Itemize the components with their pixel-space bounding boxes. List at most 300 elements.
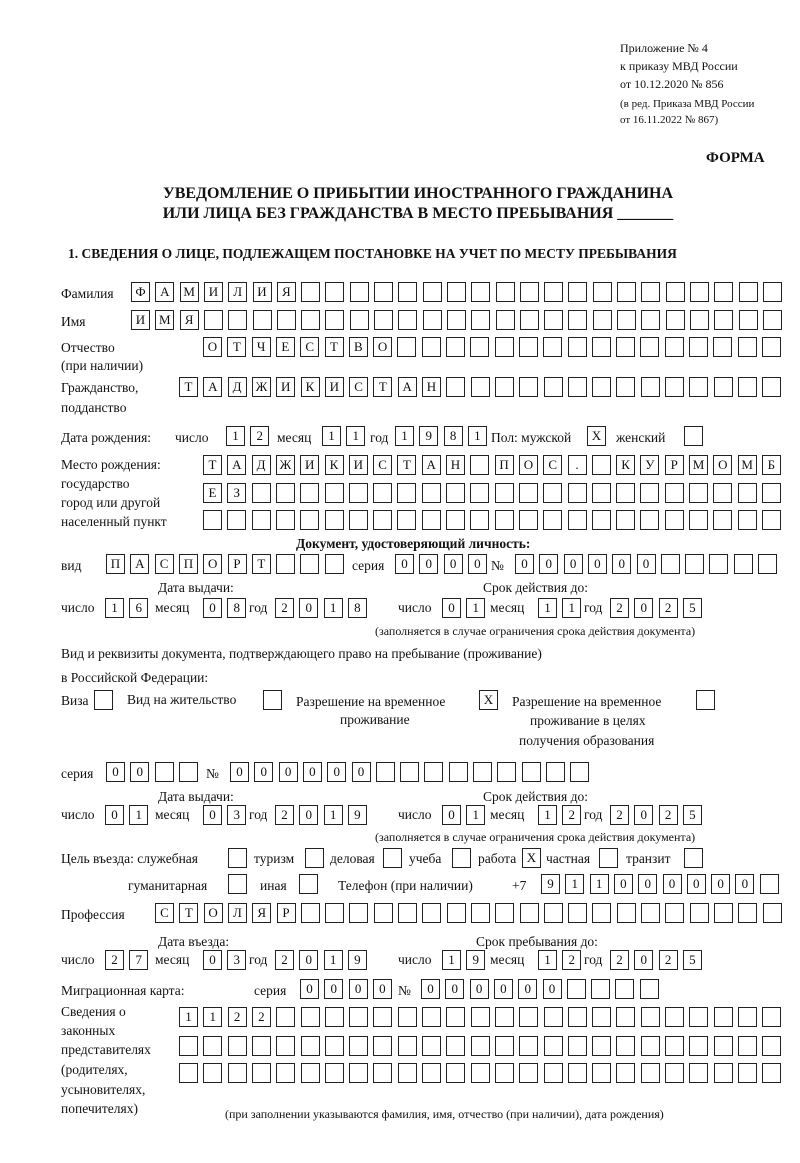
field-reps-1-cell[interactable] bbox=[446, 1007, 465, 1027]
field-birthplace-2-cell[interactable] bbox=[616, 483, 635, 503]
field-birthplace-3-cell[interactable] bbox=[397, 510, 416, 530]
field-stay-until-day-cell[interactable]: 1 bbox=[442, 950, 461, 970]
field-patronymic-cell[interactable] bbox=[689, 337, 708, 357]
field-name-cell[interactable] bbox=[763, 310, 782, 330]
field-reps-2-cell[interactable] bbox=[616, 1036, 635, 1056]
field-stay-issue-day-cell[interactable]: 0 bbox=[105, 805, 124, 825]
field-trp-edu-cell[interactable] bbox=[696, 690, 715, 710]
field-patronymic-cell[interactable]: Т bbox=[227, 337, 246, 357]
field-birthplace-2-cell[interactable] bbox=[446, 483, 465, 503]
field-phone-cell[interactable]: 9 bbox=[541, 874, 560, 894]
field-citizenship-cell[interactable] bbox=[446, 377, 465, 397]
field-stay-until-day-cell[interactable]: 9 bbox=[466, 950, 485, 970]
field-stay-until-year-cell[interactable]: 2 bbox=[659, 950, 678, 970]
field-reps-2-cell[interactable] bbox=[325, 1036, 344, 1056]
field-birthplace-3-cell[interactable] bbox=[762, 510, 781, 530]
field-birthplace-3-cell[interactable] bbox=[738, 510, 757, 530]
field-citizenship-cell[interactable] bbox=[738, 377, 757, 397]
field-purpose-tourism-cell[interactable] bbox=[305, 848, 324, 868]
field-reps-3-cell[interactable] bbox=[665, 1063, 684, 1083]
field-birthplace-2-cell[interactable] bbox=[495, 483, 514, 503]
field-stay-valid-day-cell[interactable]: 1 bbox=[466, 805, 485, 825]
field-reps-2-cell[interactable] bbox=[276, 1036, 295, 1056]
field-name-cell[interactable]: М bbox=[155, 310, 174, 330]
field-migration-number-cell[interactable] bbox=[567, 979, 586, 999]
field-profession-cell[interactable] bbox=[374, 903, 393, 923]
field-birthplace-2-cell[interactable] bbox=[325, 483, 344, 503]
field-reps-1-cell[interactable] bbox=[349, 1007, 368, 1027]
field-citizenship-cell[interactable]: К bbox=[301, 377, 320, 397]
field-profession-cell[interactable]: О bbox=[204, 903, 223, 923]
field-birthplace-2-cell[interactable] bbox=[300, 483, 319, 503]
field-reps-3-cell[interactable] bbox=[641, 1063, 660, 1083]
field-doc-number-cell[interactable]: 0 bbox=[539, 554, 558, 574]
field-birthplace-3-cell[interactable] bbox=[203, 510, 222, 530]
field-phone-cell[interactable]: 1 bbox=[590, 874, 609, 894]
field-patronymic-cell[interactable] bbox=[640, 337, 659, 357]
field-patronymic-cell[interactable] bbox=[713, 337, 732, 357]
field-reps-2-cell[interactable] bbox=[252, 1036, 271, 1056]
field-birthplace-3-cell[interactable] bbox=[422, 510, 441, 530]
field-doc-valid-year-cell[interactable]: 2 bbox=[659, 598, 678, 618]
field-migration-number-cell[interactable] bbox=[640, 979, 659, 999]
field-profession-cell[interactable] bbox=[301, 903, 320, 923]
field-doc-kind-cell[interactable]: П bbox=[179, 554, 198, 574]
field-stay-number-cell[interactable]: 0 bbox=[352, 762, 371, 782]
field-doc-number-cell[interactable] bbox=[661, 554, 680, 574]
field-patronymic-cell[interactable]: В bbox=[349, 337, 368, 357]
field-reps-3-cell[interactable] bbox=[203, 1063, 222, 1083]
field-patronymic-cell[interactable] bbox=[592, 337, 611, 357]
field-doc-issue-year-cell[interactable]: 8 bbox=[348, 598, 367, 618]
field-birthplace-1-cell[interactable]: Р bbox=[665, 455, 684, 475]
field-surname-cell[interactable] bbox=[739, 282, 758, 302]
field-reps-3-cell[interactable] bbox=[519, 1063, 538, 1083]
field-birthplace-2-cell[interactable] bbox=[543, 483, 562, 503]
field-birthplace-1-cell[interactable]: Т bbox=[397, 455, 416, 475]
field-birthplace-3-cell[interactable] bbox=[568, 510, 587, 530]
field-reps-1-cell[interactable] bbox=[325, 1007, 344, 1027]
field-name-cell[interactable] bbox=[228, 310, 247, 330]
field-stay-valid-year-cell[interactable]: 2 bbox=[659, 805, 678, 825]
field-reps-3-cell[interactable] bbox=[738, 1063, 757, 1083]
field-reps-3-cell[interactable] bbox=[714, 1063, 733, 1083]
field-stay-issue-year-cell[interactable]: 0 bbox=[299, 805, 318, 825]
field-reps-3-cell[interactable] bbox=[471, 1063, 490, 1083]
field-reps-2-cell[interactable] bbox=[568, 1036, 587, 1056]
field-reps-1-cell[interactable] bbox=[276, 1007, 295, 1027]
field-birthplace-3-cell[interactable] bbox=[665, 510, 684, 530]
field-doc-kind-cell[interactable]: Р bbox=[228, 554, 247, 574]
field-profession-cell[interactable] bbox=[617, 903, 636, 923]
field-birthplace-3-cell[interactable] bbox=[276, 510, 295, 530]
field-surname-cell[interactable] bbox=[471, 282, 490, 302]
field-name-cell[interactable] bbox=[617, 310, 636, 330]
field-doc-valid-year-cell[interactable]: 5 bbox=[683, 598, 702, 618]
field-surname-cell[interactable]: А bbox=[155, 282, 174, 302]
field-surname-cell[interactable] bbox=[374, 282, 393, 302]
field-migration-number-cell[interactable]: 0 bbox=[445, 979, 464, 999]
field-profession-cell[interactable] bbox=[520, 903, 539, 923]
field-birthplace-3-cell[interactable] bbox=[373, 510, 392, 530]
field-reps-3-cell[interactable] bbox=[276, 1063, 295, 1083]
field-profession-cell[interactable] bbox=[592, 903, 611, 923]
field-surname-cell[interactable]: Л bbox=[228, 282, 247, 302]
field-birthplace-3-cell[interactable] bbox=[470, 510, 489, 530]
field-profession-cell[interactable] bbox=[714, 903, 733, 923]
field-name-cell[interactable] bbox=[520, 310, 539, 330]
field-birthplace-2-cell[interactable] bbox=[665, 483, 684, 503]
field-reps-1-cell[interactable] bbox=[689, 1007, 708, 1027]
field-doc-kind-cell[interactable]: Т bbox=[252, 554, 271, 574]
field-birthplace-1-cell[interactable]: А bbox=[227, 455, 246, 475]
field-reps-3-cell[interactable] bbox=[301, 1063, 320, 1083]
field-reps-1-cell[interactable] bbox=[641, 1007, 660, 1027]
field-birthplace-1-cell[interactable]: Т bbox=[203, 455, 222, 475]
field-birthplace-1-cell[interactable]: С bbox=[543, 455, 562, 475]
field-doc-issue-month-cell[interactable]: 0 bbox=[203, 598, 222, 618]
field-stay-number-cell[interactable] bbox=[522, 762, 541, 782]
field-citizenship-cell[interactable]: С bbox=[349, 377, 368, 397]
field-citizenship-cell[interactable] bbox=[665, 377, 684, 397]
field-phone-cell[interactable]: 0 bbox=[711, 874, 730, 894]
field-name-cell[interactable] bbox=[714, 310, 733, 330]
field-birth-year-cell[interactable]: 8 bbox=[444, 426, 463, 446]
field-birthplace-1-cell[interactable]: Д bbox=[252, 455, 271, 475]
field-reps-2-cell[interactable] bbox=[665, 1036, 684, 1056]
field-name-cell[interactable] bbox=[301, 310, 320, 330]
field-patronymic-cell[interactable] bbox=[762, 337, 781, 357]
field-reps-1-cell[interactable] bbox=[471, 1007, 490, 1027]
field-name-cell[interactable] bbox=[666, 310, 685, 330]
field-birthplace-3-cell[interactable] bbox=[689, 510, 708, 530]
field-doc-series-cell[interactable]: 0 bbox=[395, 554, 414, 574]
field-name-cell[interactable] bbox=[374, 310, 393, 330]
field-reps-1-cell[interactable] bbox=[422, 1007, 441, 1027]
field-doc-series-cell[interactable]: 0 bbox=[468, 554, 487, 574]
field-citizenship-cell[interactable] bbox=[641, 377, 660, 397]
field-stay-valid-day-cell[interactable]: 0 bbox=[442, 805, 461, 825]
field-purpose-business-cell[interactable] bbox=[383, 848, 402, 868]
field-doc-number-cell[interactable] bbox=[734, 554, 753, 574]
field-surname-cell[interactable] bbox=[520, 282, 539, 302]
field-citizenship-cell[interactable]: Н bbox=[422, 377, 441, 397]
field-doc-number-cell[interactable]: 0 bbox=[515, 554, 534, 574]
field-birthplace-1-cell[interactable]: М bbox=[738, 455, 757, 475]
field-surname-cell[interactable]: И bbox=[204, 282, 223, 302]
field-profession-cell[interactable] bbox=[738, 903, 757, 923]
field-birthplace-2-cell[interactable] bbox=[640, 483, 659, 503]
field-reps-2-cell[interactable] bbox=[203, 1036, 222, 1056]
field-reps-2-cell[interactable] bbox=[592, 1036, 611, 1056]
field-purpose-other-cell[interactable] bbox=[299, 874, 318, 894]
field-patronymic-cell[interactable] bbox=[422, 337, 441, 357]
field-birthplace-1-cell[interactable]: И bbox=[300, 455, 319, 475]
field-reps-2-cell[interactable] bbox=[519, 1036, 538, 1056]
field-reps-1-cell[interactable]: 2 bbox=[228, 1007, 247, 1027]
field-birth-month-cell[interactable]: 1 bbox=[322, 426, 341, 446]
field-migration-series-cell[interactable]: 0 bbox=[349, 979, 368, 999]
field-citizenship-cell[interactable] bbox=[689, 377, 708, 397]
field-birthplace-3-cell[interactable] bbox=[446, 510, 465, 530]
field-purpose-work-cell[interactable]: X bbox=[522, 848, 541, 868]
field-patronymic-cell[interactable]: О bbox=[203, 337, 222, 357]
field-doc-series-cell[interactable]: 0 bbox=[419, 554, 438, 574]
field-birthplace-2-cell[interactable] bbox=[519, 483, 538, 503]
field-reps-3-cell[interactable] bbox=[398, 1063, 417, 1083]
field-stay-until-year-cell[interactable]: 5 bbox=[683, 950, 702, 970]
field-citizenship-cell[interactable] bbox=[616, 377, 635, 397]
field-purpose-study-cell[interactable] bbox=[452, 848, 471, 868]
field-stay-series-cell[interactable]: 0 bbox=[106, 762, 125, 782]
field-surname-cell[interactable] bbox=[763, 282, 782, 302]
field-profession-cell[interactable] bbox=[349, 903, 368, 923]
field-profession-cell[interactable] bbox=[325, 903, 344, 923]
field-reps-3-cell[interactable] bbox=[544, 1063, 563, 1083]
field-migration-number-cell[interactable]: 0 bbox=[518, 979, 537, 999]
field-doc-valid-month-cell[interactable]: 1 bbox=[562, 598, 581, 618]
field-reps-1-cell[interactable]: 2 bbox=[252, 1007, 271, 1027]
field-citizenship-cell[interactable] bbox=[519, 377, 538, 397]
field-reps-3-cell[interactable] bbox=[762, 1063, 781, 1083]
field-reps-1-cell[interactable] bbox=[665, 1007, 684, 1027]
field-profession-cell[interactable]: Л bbox=[228, 903, 247, 923]
field-name-cell[interactable]: Я bbox=[180, 310, 199, 330]
field-stay-number-cell[interactable] bbox=[497, 762, 516, 782]
field-phone-cell[interactable] bbox=[760, 874, 779, 894]
field-name-cell[interactable] bbox=[593, 310, 612, 330]
field-reps-1-cell[interactable] bbox=[398, 1007, 417, 1027]
field-surname-cell[interactable] bbox=[714, 282, 733, 302]
field-entry-day-cell[interactable]: 2 bbox=[105, 950, 124, 970]
field-stay-number-cell[interactable] bbox=[400, 762, 419, 782]
field-reps-1-cell[interactable] bbox=[373, 1007, 392, 1027]
field-doc-kind-cell[interactable] bbox=[276, 554, 295, 574]
field-name-cell[interactable] bbox=[398, 310, 417, 330]
field-patronymic-cell[interactable] bbox=[446, 337, 465, 357]
field-profession-cell[interactable] bbox=[763, 903, 782, 923]
field-surname-cell[interactable] bbox=[617, 282, 636, 302]
field-doc-kind-cell[interactable]: П bbox=[106, 554, 125, 574]
field-reps-3-cell[interactable] bbox=[568, 1063, 587, 1083]
field-reps-3-cell[interactable] bbox=[422, 1063, 441, 1083]
field-stay-number-cell[interactable] bbox=[473, 762, 492, 782]
field-stay-valid-year-cell[interactable]: 0 bbox=[634, 805, 653, 825]
field-reps-2-cell[interactable] bbox=[714, 1036, 733, 1056]
field-birthplace-1-cell[interactable]: М bbox=[689, 455, 708, 475]
field-birthplace-1-cell[interactable]: К bbox=[325, 455, 344, 475]
field-name-cell[interactable] bbox=[568, 310, 587, 330]
field-citizenship-cell[interactable] bbox=[471, 377, 490, 397]
field-reps-3-cell[interactable] bbox=[616, 1063, 635, 1083]
field-stay-number-cell[interactable] bbox=[424, 762, 443, 782]
field-patronymic-cell[interactable]: Т bbox=[325, 337, 344, 357]
field-purpose-transit-cell[interactable] bbox=[684, 848, 703, 868]
field-reps-3-cell[interactable] bbox=[179, 1063, 198, 1083]
field-reps-2-cell[interactable] bbox=[301, 1036, 320, 1056]
field-purpose-official-cell[interactable] bbox=[228, 848, 247, 868]
field-citizenship-cell[interactable]: Д bbox=[228, 377, 247, 397]
field-patronymic-cell[interactable]: О bbox=[373, 337, 392, 357]
field-reps-1-cell[interactable] bbox=[738, 1007, 757, 1027]
field-profession-cell[interactable] bbox=[568, 903, 587, 923]
field-reps-3-cell[interactable] bbox=[228, 1063, 247, 1083]
field-stay-number-cell[interactable] bbox=[449, 762, 468, 782]
field-birthplace-3-cell[interactable] bbox=[349, 510, 368, 530]
field-reps-2-cell[interactable] bbox=[422, 1036, 441, 1056]
field-migration-number-cell[interactable] bbox=[591, 979, 610, 999]
field-patronymic-cell[interactable] bbox=[543, 337, 562, 357]
field-birthplace-3-cell[interactable] bbox=[495, 510, 514, 530]
field-stay-valid-month-cell[interactable]: 1 bbox=[538, 805, 557, 825]
field-patronymic-cell[interactable]: Ч bbox=[252, 337, 271, 357]
field-patronymic-cell[interactable] bbox=[519, 337, 538, 357]
field-reps-2-cell[interactable] bbox=[179, 1036, 198, 1056]
field-citizenship-cell[interactable]: Ж bbox=[252, 377, 271, 397]
field-entry-year-cell[interactable]: 0 bbox=[299, 950, 318, 970]
field-birthplace-1-cell[interactable]: О bbox=[713, 455, 732, 475]
field-profession-cell[interactable] bbox=[665, 903, 684, 923]
field-birthplace-2-cell[interactable] bbox=[397, 483, 416, 503]
field-doc-valid-year-cell[interactable]: 2 bbox=[610, 598, 629, 618]
field-citizenship-cell[interactable] bbox=[592, 377, 611, 397]
field-phone-cell[interactable]: 0 bbox=[638, 874, 657, 894]
field-name-cell[interactable] bbox=[496, 310, 515, 330]
field-stay-number-cell[interactable]: 0 bbox=[303, 762, 322, 782]
field-stay-issue-day-cell[interactable]: 1 bbox=[129, 805, 148, 825]
field-surname-cell[interactable] bbox=[690, 282, 709, 302]
field-citizenship-cell[interactable] bbox=[714, 377, 733, 397]
field-stay-until-year-cell[interactable]: 2 bbox=[610, 950, 629, 970]
field-doc-kind-cell[interactable]: С bbox=[155, 554, 174, 574]
field-name-cell[interactable] bbox=[447, 310, 466, 330]
field-doc-kind-cell[interactable]: А bbox=[130, 554, 149, 574]
field-reps-3-cell[interactable] bbox=[592, 1063, 611, 1083]
field-name-cell[interactable] bbox=[350, 310, 369, 330]
field-profession-cell[interactable]: С bbox=[155, 903, 174, 923]
field-stay-number-cell[interactable] bbox=[376, 762, 395, 782]
field-stay-until-month-cell[interactable]: 2 bbox=[562, 950, 581, 970]
field-migration-number-cell[interactable]: 0 bbox=[470, 979, 489, 999]
field-birthplace-3-cell[interactable] bbox=[640, 510, 659, 530]
field-name-cell[interactable] bbox=[423, 310, 442, 330]
field-migration-series-cell[interactable]: 0 bbox=[300, 979, 319, 999]
field-phone-cell[interactable]: 0 bbox=[614, 874, 633, 894]
field-birthplace-3-cell[interactable] bbox=[227, 510, 246, 530]
field-doc-issue-day-cell[interactable]: 6 bbox=[129, 598, 148, 618]
field-name-cell[interactable] bbox=[204, 310, 223, 330]
field-reps-3-cell[interactable] bbox=[689, 1063, 708, 1083]
field-birth-year-cell[interactable]: 1 bbox=[395, 426, 414, 446]
field-visa-cell[interactable] bbox=[94, 690, 113, 710]
field-stay-issue-year-cell[interactable]: 2 bbox=[275, 805, 294, 825]
field-profession-cell[interactable]: Т bbox=[179, 903, 198, 923]
field-reps-1-cell[interactable] bbox=[544, 1007, 563, 1027]
field-doc-valid-month-cell[interactable]: 1 bbox=[538, 598, 557, 618]
field-doc-number-cell[interactable] bbox=[709, 554, 728, 574]
field-residence-cell[interactable] bbox=[263, 690, 282, 710]
field-stay-until-year-cell[interactable]: 0 bbox=[634, 950, 653, 970]
field-surname-cell[interactable] bbox=[301, 282, 320, 302]
field-reps-1-cell[interactable] bbox=[495, 1007, 514, 1027]
field-reps-2-cell[interactable] bbox=[689, 1036, 708, 1056]
field-birthplace-2-cell[interactable] bbox=[592, 483, 611, 503]
field-doc-valid-day-cell[interactable]: 1 bbox=[466, 598, 485, 618]
field-reps-1-cell[interactable] bbox=[714, 1007, 733, 1027]
field-patronymic-cell[interactable] bbox=[397, 337, 416, 357]
field-birth-day-cell[interactable]: 2 bbox=[250, 426, 269, 446]
field-birthplace-3-cell[interactable] bbox=[519, 510, 538, 530]
field-doc-number-cell[interactable]: 0 bbox=[612, 554, 631, 574]
field-doc-kind-cell[interactable] bbox=[300, 554, 319, 574]
field-reps-1-cell[interactable] bbox=[762, 1007, 781, 1027]
field-reps-1-cell[interactable]: 1 bbox=[203, 1007, 222, 1027]
field-birthplace-3-cell[interactable] bbox=[543, 510, 562, 530]
field-name-cell[interactable] bbox=[471, 310, 490, 330]
field-doc-valid-day-cell[interactable]: 0 bbox=[442, 598, 461, 618]
field-patronymic-cell[interactable] bbox=[616, 337, 635, 357]
field-entry-year-cell[interactable]: 9 bbox=[348, 950, 367, 970]
field-doc-series-cell[interactable]: 0 bbox=[444, 554, 463, 574]
field-stay-number-cell[interactable]: 0 bbox=[279, 762, 298, 782]
field-birthplace-1-cell[interactable]: К bbox=[616, 455, 635, 475]
field-stay-valid-month-cell[interactable]: 2 bbox=[562, 805, 581, 825]
field-sex-female-cell[interactable] bbox=[684, 426, 703, 446]
field-reps-3-cell[interactable] bbox=[446, 1063, 465, 1083]
field-reps-3-cell[interactable] bbox=[325, 1063, 344, 1083]
field-birthplace-3-cell[interactable] bbox=[325, 510, 344, 530]
field-birth-year-cell[interactable]: 9 bbox=[419, 426, 438, 446]
field-citizenship-cell[interactable] bbox=[544, 377, 563, 397]
field-surname-cell[interactable] bbox=[350, 282, 369, 302]
field-stay-issue-year-cell[interactable]: 1 bbox=[324, 805, 343, 825]
field-stay-issue-month-cell[interactable]: 0 bbox=[203, 805, 222, 825]
field-phone-cell[interactable]: 1 bbox=[565, 874, 584, 894]
field-profession-cell[interactable] bbox=[398, 903, 417, 923]
field-birthplace-2-cell[interactable] bbox=[349, 483, 368, 503]
field-migration-series-cell[interactable]: 0 bbox=[373, 979, 392, 999]
field-surname-cell[interactable] bbox=[568, 282, 587, 302]
field-entry-day-cell[interactable]: 7 bbox=[129, 950, 148, 970]
field-birthplace-3-cell[interactable] bbox=[592, 510, 611, 530]
field-purpose-humanitarian-cell[interactable] bbox=[228, 874, 247, 894]
field-migration-number-cell[interactable] bbox=[615, 979, 634, 999]
field-birthplace-2-cell[interactable] bbox=[689, 483, 708, 503]
field-birthplace-2-cell[interactable] bbox=[276, 483, 295, 503]
field-birthplace-3-cell[interactable] bbox=[252, 510, 271, 530]
field-name-cell[interactable] bbox=[739, 310, 758, 330]
field-surname-cell[interactable] bbox=[325, 282, 344, 302]
field-name-cell[interactable] bbox=[277, 310, 296, 330]
field-birthplace-3-cell[interactable] bbox=[616, 510, 635, 530]
field-entry-month-cell[interactable]: 3 bbox=[227, 950, 246, 970]
field-entry-year-cell[interactable]: 1 bbox=[324, 950, 343, 970]
field-profession-cell[interactable] bbox=[447, 903, 466, 923]
field-doc-number-cell[interactable]: 0 bbox=[637, 554, 656, 574]
field-birth-day-cell[interactable]: 1 bbox=[226, 426, 245, 446]
field-doc-issue-day-cell[interactable]: 1 bbox=[105, 598, 124, 618]
field-reps-2-cell[interactable] bbox=[373, 1036, 392, 1056]
field-reps-2-cell[interactable] bbox=[738, 1036, 757, 1056]
field-stay-issue-year-cell[interactable]: 9 bbox=[348, 805, 367, 825]
field-name-cell[interactable]: И bbox=[131, 310, 150, 330]
field-doc-number-cell[interactable] bbox=[685, 554, 704, 574]
field-migration-series-cell[interactable]: 0 bbox=[324, 979, 343, 999]
field-stay-until-month-cell[interactable]: 1 bbox=[538, 950, 557, 970]
field-profession-cell[interactable] bbox=[471, 903, 490, 923]
field-reps-3-cell[interactable] bbox=[495, 1063, 514, 1083]
field-citizenship-cell[interactable]: И bbox=[276, 377, 295, 397]
